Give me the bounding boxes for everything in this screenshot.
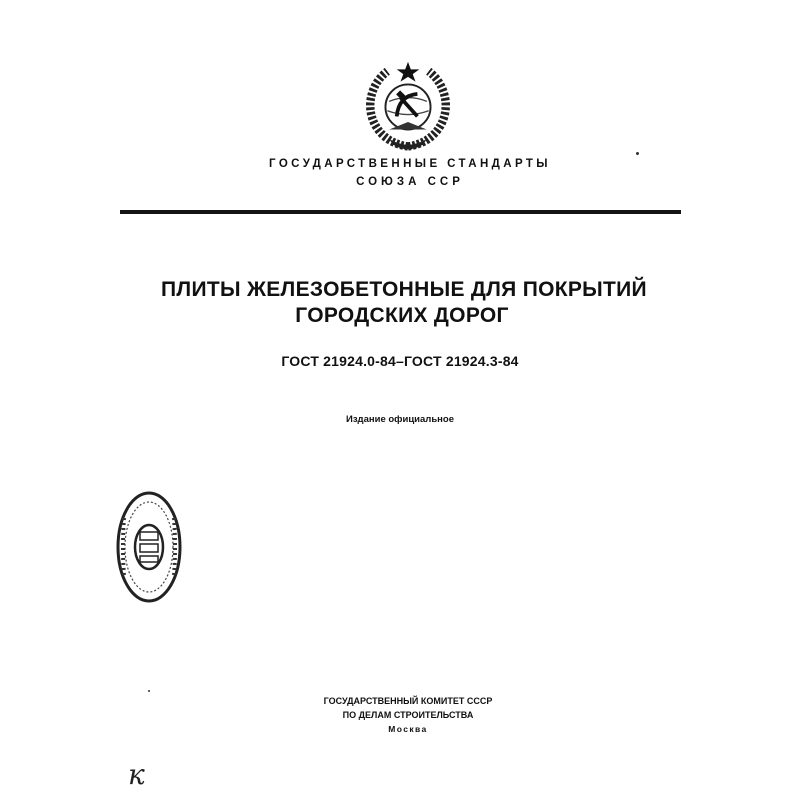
edition-note: Издание официальное xyxy=(346,414,454,425)
horizontal-rule xyxy=(120,210,681,214)
series-title-line-2: СОЮЗА ССР xyxy=(356,176,464,188)
publisher-city: Москва xyxy=(388,724,428,734)
scan-speck xyxy=(148,690,150,692)
scan-speck xyxy=(636,152,639,155)
publisher-line-1: ГОСУДАРСТВЕННЫЙ КОМИТЕТ СССР xyxy=(323,696,493,706)
library-stamp-icon xyxy=(114,488,184,606)
gost-number-range: ГОСТ 21924.0-84–ГОСТ 21924.3-84 xyxy=(281,353,519,369)
publisher-line-2: ПО ДЕЛАМ СТРОИТЕЛЬСТВА xyxy=(342,710,474,720)
handwritten-mark: к xyxy=(128,758,145,791)
document-title-line-2: ГОРОДСКИХ ДОРОГ xyxy=(295,304,509,327)
ussr-state-emblem-icon xyxy=(361,60,455,154)
series-title-line-1: ГОСУДАРСТВЕННЫЕ СТАНДАРТЫ xyxy=(269,158,551,170)
document-title-line-1: ПЛИТЫ ЖЕЛЕЗОБЕТОННЫЕ ДЛЯ ПОКРЫТИЙ xyxy=(161,278,647,301)
